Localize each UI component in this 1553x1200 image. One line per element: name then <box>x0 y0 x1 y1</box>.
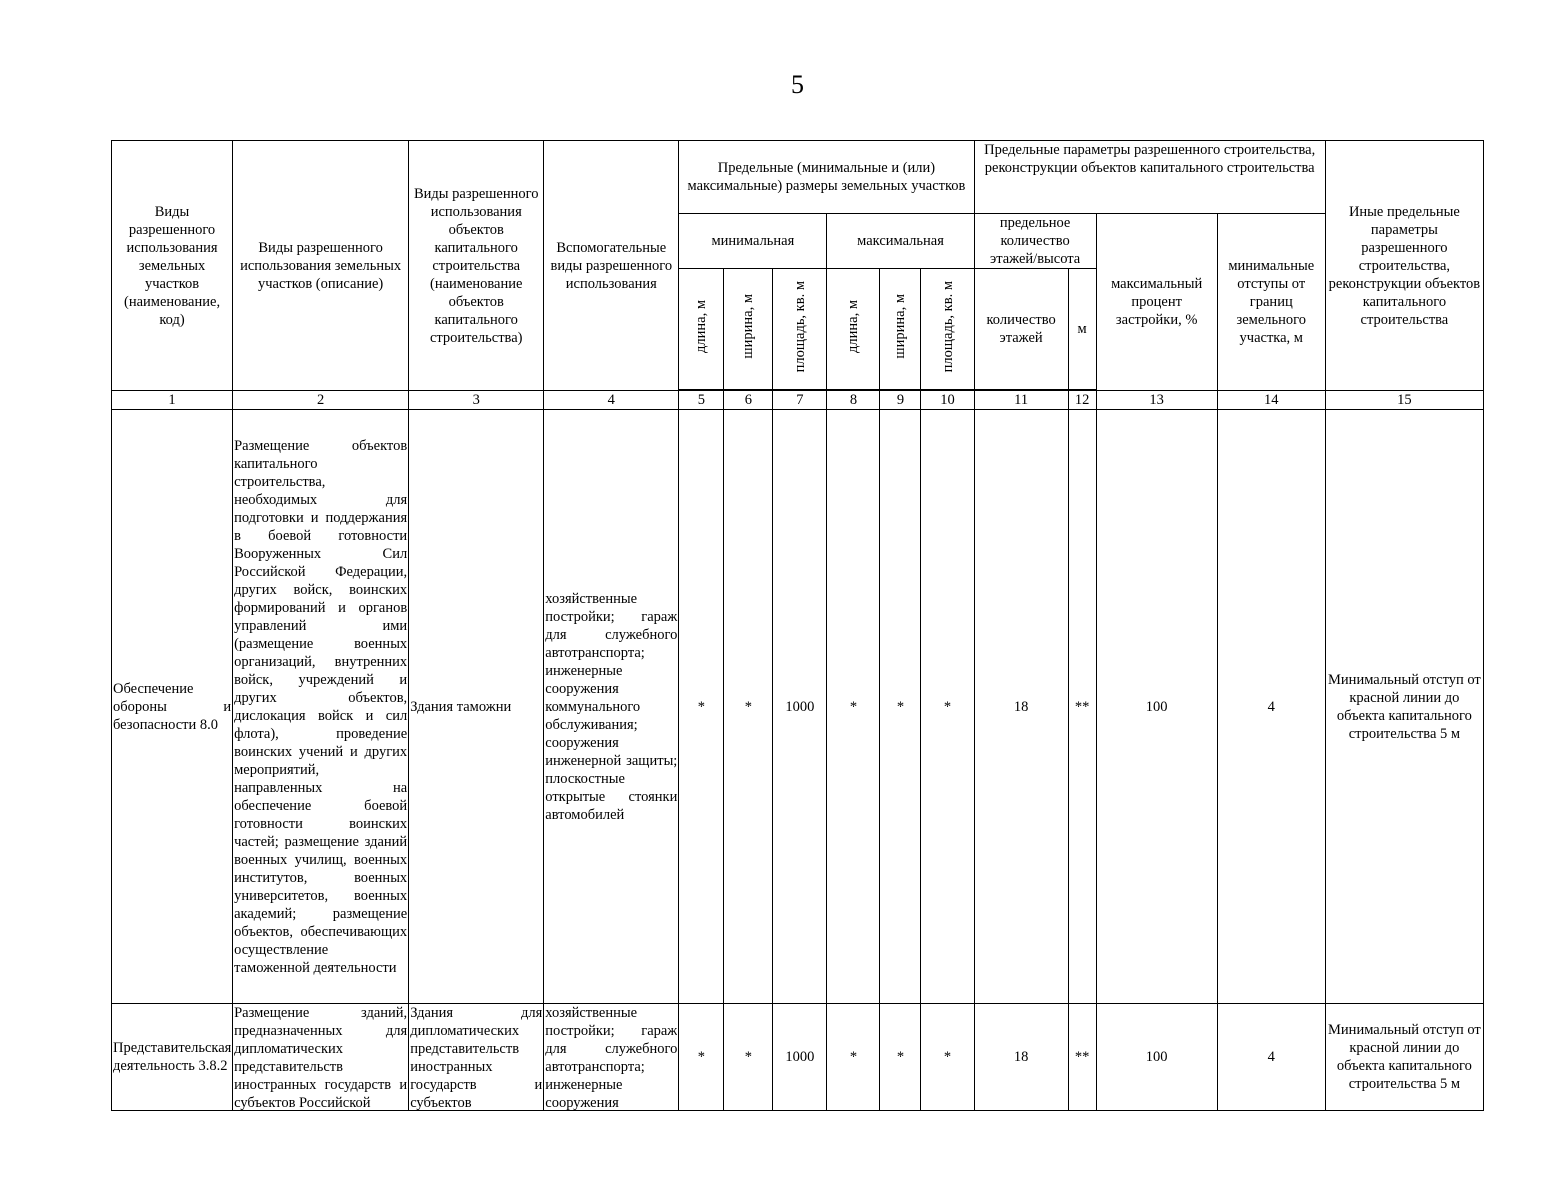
cell-min-width: * <box>724 1004 773 1111</box>
cell-max-percent: 100 <box>1096 410 1217 1004</box>
header-floors-height: предельное количество этажей/высота <box>974 214 1096 269</box>
cell-land-use-name: Представительская деятельность 3.8.2 <box>112 1004 233 1111</box>
header-land-use-description: Виды разрешенного использования земельных участков (описание) <box>233 141 409 391</box>
cell-description: Размещение объектов капитального строительства, необходимых для подготовки и поддержания в боевой готовности Вооруженных Сил Российской Федерации, других войск, воинских формирований и органов управлений ими (размещение военных организаций, внутренних войск, учреждений и других объектов, дислокация войск и сил флота), проведение воинских учений и других мероприятий, направленных на обеспечение боевой готовности воинских частей; размещение зданий военных училищ, военных институтов, военных университетов, военных академий; размещение объектов, обеспечивающих осуществление таможенной деятельности <box>233 410 409 1004</box>
column-number: 1 <box>112 391 233 410</box>
column-number: 6 <box>724 391 773 410</box>
column-number: 14 <box>1217 391 1325 410</box>
column-number: 5 <box>679 391 724 410</box>
column-number: 2 <box>233 391 409 410</box>
cell-min-length: * <box>679 1004 724 1111</box>
column-number: 13 <box>1096 391 1217 410</box>
cell-auxiliary: хозяйственные постройки; гараж для служебного автотранспорта; инженерные сооружения коммунального обслуживания; сооружения инженерной защиты; плоскостные открытые стоянки автомобилей <box>544 410 679 1004</box>
cell-min-offset: 4 <box>1217 1004 1325 1111</box>
cell-min-length: * <box>679 410 724 1004</box>
header-other-limits: Иные предельные параметры разрешенного строительства, реконструкции объектов капитального строительства <box>1325 141 1483 391</box>
page-number: 5 <box>791 70 804 99</box>
header-floors: количество этажей <box>974 269 1068 390</box>
header-land-use-name: Виды разрешенного использования земельных участков (наименование, код) <box>112 141 233 391</box>
cell-min-area: 1000 <box>773 410 827 1004</box>
header-min-area: площадь, кв. м <box>773 269 827 390</box>
cell-land-use-name: Обеспечение обороны и безопасности 8.0 <box>112 410 233 1004</box>
cell-auxiliary: хозяйственные постройки; гараж для служебного автотранспорта; инженерные сооружения <box>545 1005 678 1110</box>
header-min-width: ширина, м <box>724 269 773 390</box>
column-number: 7 <box>773 391 827 410</box>
header-max-width: ширина, м <box>880 269 921 390</box>
cell-floors: 18 <box>974 1004 1068 1111</box>
column-number: 4 <box>544 391 679 410</box>
cell-max-width: * <box>880 1004 921 1111</box>
column-number: 12 <box>1068 391 1096 410</box>
cell-max-width: * <box>880 410 921 1004</box>
column-number: 3 <box>409 391 544 410</box>
table-row <box>112 1004 1484 1111</box>
regulations-table <box>111 140 1484 1111</box>
column-number: 10 <box>921 391 974 410</box>
cell-height: ** <box>1068 1004 1096 1111</box>
cell-max-percent: 100 <box>1096 1004 1217 1111</box>
cell-capital-objects: Здания таможни <box>409 410 544 1004</box>
header-construction-limits: Предельные параметры разрешенного строительства, реконструкции объектов капитального строительства <box>974 141 1325 214</box>
header-meters: м <box>1068 269 1096 390</box>
table-row <box>112 410 1484 1004</box>
cell-capital-objects: Здания для дипломатических представительств иностранных государств и субъектов <box>410 1005 543 1110</box>
cell-height: ** <box>1068 410 1096 1004</box>
cell-other-limits: Минимальный отступ от красной линии до объекта капитального строительства 5 м <box>1325 410 1483 1004</box>
header-auxiliary-use: Вспомогательные виды разрешенного использования <box>544 141 679 391</box>
cell-min-width: * <box>724 410 773 1004</box>
cell-min-area: 1000 <box>773 1004 827 1111</box>
cell-other-limits: Минимальный отступ от красной линии до объекта капитального строительства 5 м <box>1325 1004 1483 1111</box>
header-maximal: максимальная <box>827 214 974 269</box>
column-number: 11 <box>974 391 1068 410</box>
cell-max-area: * <box>921 1004 974 1111</box>
column-number: 9 <box>880 391 921 410</box>
cell-max-length: * <box>827 410 880 1004</box>
column-number: 15 <box>1325 391 1483 410</box>
cell-description: Размещение зданий, предназначенных для дипломатических представительств иностранных государств и субъектов Российской <box>234 1005 408 1110</box>
cell-min-offset: 4 <box>1217 410 1325 1004</box>
header-plot-size-limits: Предельные (минимальные и (или) максимальные) размеры земельных участков <box>679 141 974 214</box>
header-min-offsets: минимальные отступы от границ земельного участка, м <box>1217 214 1325 391</box>
column-numbers-row <box>112 391 1484 410</box>
header-max-area: площадь, кв. м <box>921 269 974 390</box>
header-max-length: длина, м <box>827 269 880 390</box>
column-number: 8 <box>827 391 880 410</box>
cell-max-area: * <box>921 410 974 1004</box>
header-max-percent: максимальный процент застройки, % <box>1096 214 1217 391</box>
header-minimal: минимальная <box>679 214 827 269</box>
header-min-length: длина, м <box>679 269 724 390</box>
cell-floors: 18 <box>974 410 1068 1004</box>
cell-max-length: * <box>827 1004 880 1111</box>
header-capital-objects: Виды разрешенного использования объектов капитального строительства (наименование объектов капитального строительства) <box>409 141 544 391</box>
